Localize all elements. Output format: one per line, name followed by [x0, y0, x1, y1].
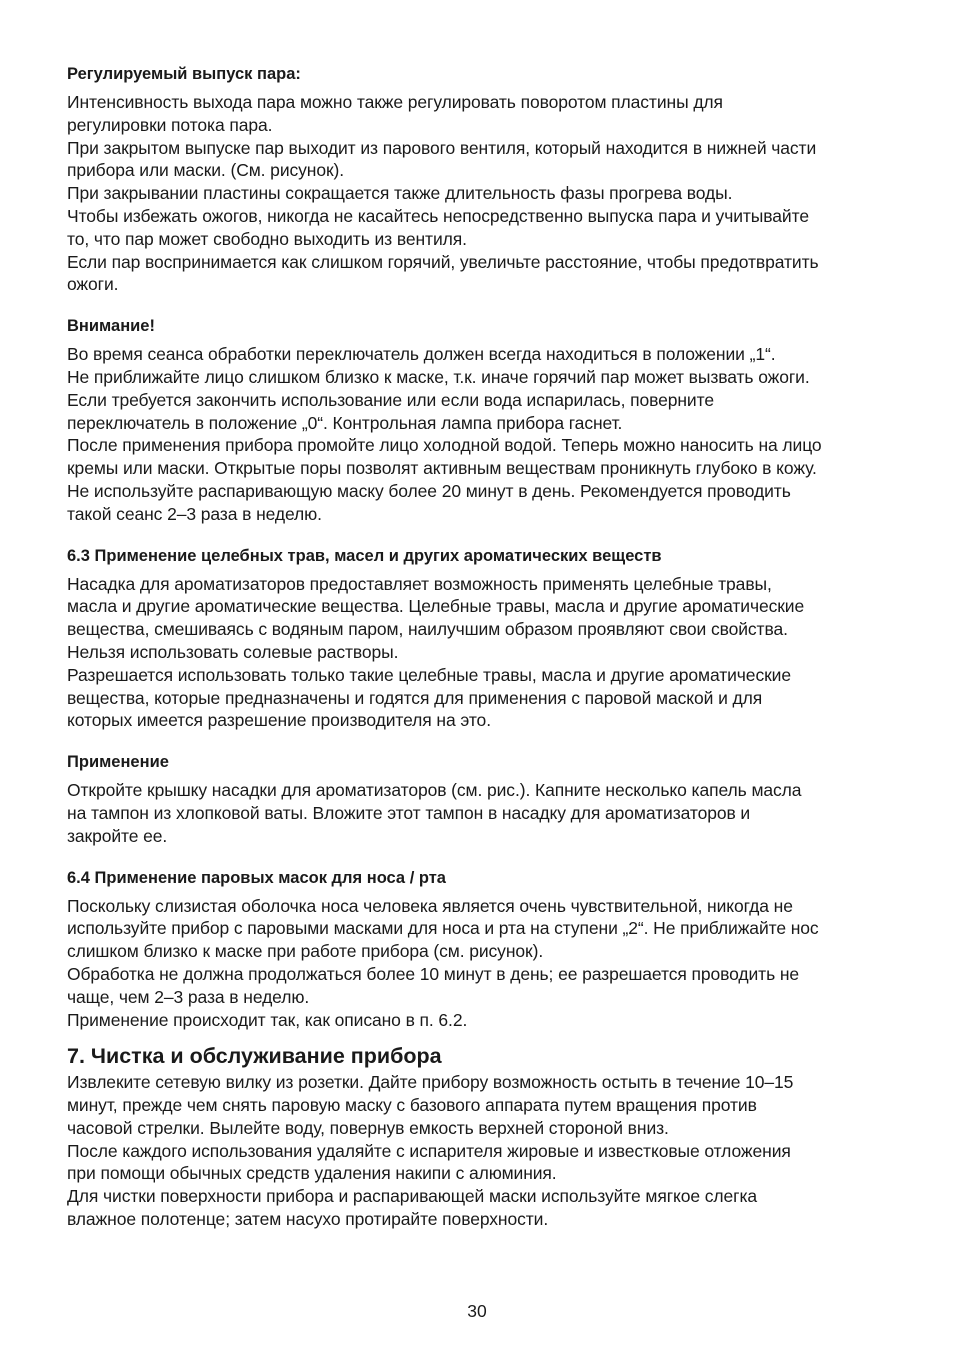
section-heading: Внимание!	[67, 317, 155, 336]
section-steam-regulation	[67, 63, 897, 296]
section-7-cleaning	[67, 1043, 897, 1231]
section-6-3-herbs-oils	[67, 545, 897, 733]
section-warning	[67, 315, 897, 525]
section-body: Откройте крышку насадки для ароматизаторов (см. рис.). Капните несколько капель масла на тампон из хлопковой ваты. Вложите этот тампон в насадку для ароматизаторов и закройте ее.	[67, 780, 802, 846]
section-body: Насадка для ароматизаторов предоставляет возможность применять целебные травы, масла и другие ароматические вещества. Целебные травы, масла и другие ароматические вещества, смешиваясь с водяным паром, наилучшим образом проявляют свои свойства. Нельзя использовать солевые растворы. Разрешается использовать только такие целебные травы, масла и другие ароматические вещества, которые предназначены и годятся для применения с паровой маской и для которых имеется разрешение производителя на это.	[67, 573, 805, 731]
section-heading: Регулируемый выпуск пара:	[67, 65, 301, 83]
section-heading: 6.3 Применение целебных трав, масел и других ароматических веществ	[67, 546, 662, 565]
page-number: 30	[467, 1301, 487, 1321]
document-page	[67, 63, 897, 1231]
section-6-4-nose-mouth-masks	[67, 867, 897, 1032]
section-heading: 6.4 Применение паровых масок для носа / рта	[67, 868, 446, 887]
section-body: Во время сеанса обработки переключатель должен всегда находиться в положении „1“. Не приближайте лицо слишком близко к маске, т.к. иначе горячий пар может вызвать ожоги. Если требуется закончить использование или если вода испарилась, поверните переключатель в положение „0“. Контрольная лампа прибора гаснет. После применения прибора промойте лицо холодной водой. Теперь можно наносить на лицо кремы или маски. Открытые поры позволят активным веществам проникнуть глубоко в кожу. Не используйте распаривающую маску более 20 минут в день. Рекомендуется проводить такой сеанс 2–3 раза в неделю.	[67, 344, 822, 524]
section-body: Поскольку слизистая оболочка носа человека является очень чувствительной, никогда не используйте прибор с паровыми масками для носа и рта на ступени „2“. Не приближайте нос слишком близко к маске при работе прибора (см. рисунок). Обработка не должна продолжаться более 10 минут в день; ее разрешается проводить не чаще, чем 2–3 раза в неделю. Применение происходит так, как описано в п. 6.2.	[67, 895, 819, 1030]
section-usage	[67, 751, 897, 847]
section-body: Извлеките сетевую вилку из розетки. Дайте прибору возможность остыть в течение 10–15 минут, прежде чем снять паровую маску с базового аппарата путем вращения против часовой стрелки. Вылейте воду, повернув емкость верхней стороной вниз. После каждого использования удаляйте с испарителя жировые и известковые отложения при помощи обычных средств удаления накипи с алюминия. Для чистки поверхности прибора и распаривающей маски используйте мягкое слегка влажное полотенце; затем насухо протирайте поверхности.	[67, 1072, 794, 1230]
section-heading: Применение	[67, 753, 169, 772]
chapter-heading: 7. Чистка и обслуживание прибора	[67, 1044, 442, 1069]
section-body: Интенсивность выхода пара можно также регулировать поворотом пластины для регулировки потока пара. При закрытом выпуске пар выходит из парового вентиля, который находится в нижней части прибора или маски. (См. рисунок). При закрывании пластины сокращается также длительность фазы прогрева воды. Чтобы избежать ожогов, никогда не касайтесь непосредственно выпуска пара и учитывайте то, что пар может свободно выходить из вентиля. Если пар воспринимается как слишком горячий, увеличьте расстояние, чтобы предотвратить ожоги.	[67, 92, 819, 295]
